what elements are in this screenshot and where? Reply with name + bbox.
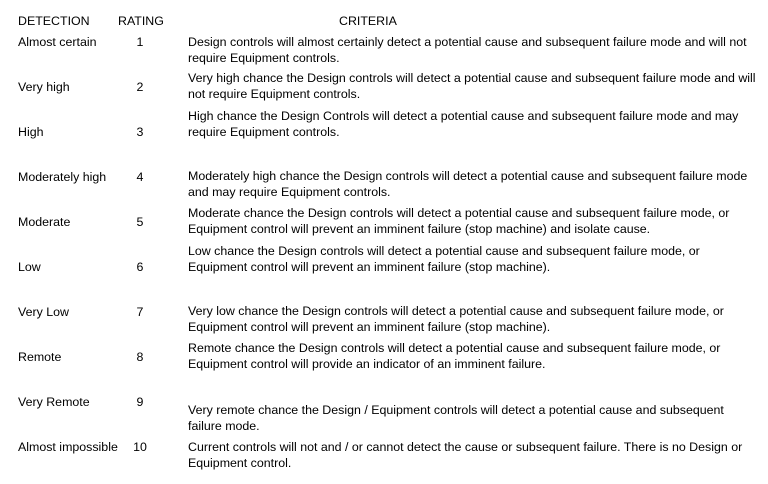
criteria-cell: Remote chance the Design controls will detect a potential cause and subsequent failure mode, or Equipment control will provide an indicator of an imminent failure. (188, 341, 721, 371)
detection-cell: Very high (18, 80, 70, 94)
detection-cell: Very Remote (18, 395, 90, 409)
rating-cell: 2 (136, 80, 144, 94)
detection-cell: Moderate (18, 215, 71, 229)
rating-cell: 8 (136, 350, 144, 364)
table-row (0, 109, 768, 169)
rating-cell: 4 (136, 170, 144, 184)
rating-cell: 10 (133, 440, 147, 454)
detection-cell: Almost impossible (18, 440, 118, 454)
criteria-cell: Current controls will not and / or cannot detect the cause or subsequent failure. There is no Design or Equipment control. (188, 440, 743, 470)
detection-cell: Remote (18, 350, 62, 364)
detection-cell: Low (18, 260, 41, 274)
detection-cell: Almost certain (18, 35, 97, 49)
detection-cell: Very Low (18, 305, 69, 319)
criteria-column-header: CRITERIA (339, 14, 397, 28)
table-row (0, 244, 768, 304)
criteria-cell: Very high chance the Design controls will detect a potential cause and subsequent failure mode and will not require Equipment controls. (188, 71, 756, 101)
criteria-cell: Low chance the Design controls will detect a potential cause and subsequent failure mode, or Equipment control will prevent an imminent failure (stop machine). (188, 244, 700, 274)
rating-cell: 6 (136, 260, 144, 274)
criteria-cell: Moderate chance the Design controls will detect a potential cause and subsequent failure mode, or Equipment control will prevent an imminent failure (stop machine) and isolate cause. (188, 206, 730, 236)
detection-column-header: DETECTION (18, 14, 90, 28)
criteria-cell: High chance the Design Controls will detect a potential cause and subsequent failure mode and may require Equipment controls. (188, 109, 739, 139)
criteria-cell: Very remote chance the Design / Equipment controls will detect a potential cause and subsequent failure mode. (188, 403, 724, 433)
rating-cell: 1 (136, 35, 144, 49)
table-row (0, 439, 768, 484)
criteria-cell: Moderately high chance the Design controls will detect a potential cause and subsequent failure mode and may require Equipment controls. (188, 169, 748, 199)
rating-cell: 9 (136, 395, 144, 409)
rating-cell: 5 (136, 215, 144, 229)
detection-cell: High (18, 125, 44, 139)
rating-column-header: RATING (118, 14, 164, 28)
detection-cell: Moderately high (18, 170, 107, 184)
criteria-cell: Very low chance the Design controls will detect a potential cause and subsequent failure mode, or Equipment control will prevent an imminent failure (stop machine). (188, 304, 724, 334)
rating-cell: 7 (136, 305, 144, 319)
rating-cell: 3 (136, 125, 144, 139)
table-row (0, 394, 768, 439)
table-row (0, 341, 768, 394)
criteria-cell: Design controls will almost certainly detect a potential cause and subsequent failure mode and will not require Equipment controls. (188, 35, 747, 65)
